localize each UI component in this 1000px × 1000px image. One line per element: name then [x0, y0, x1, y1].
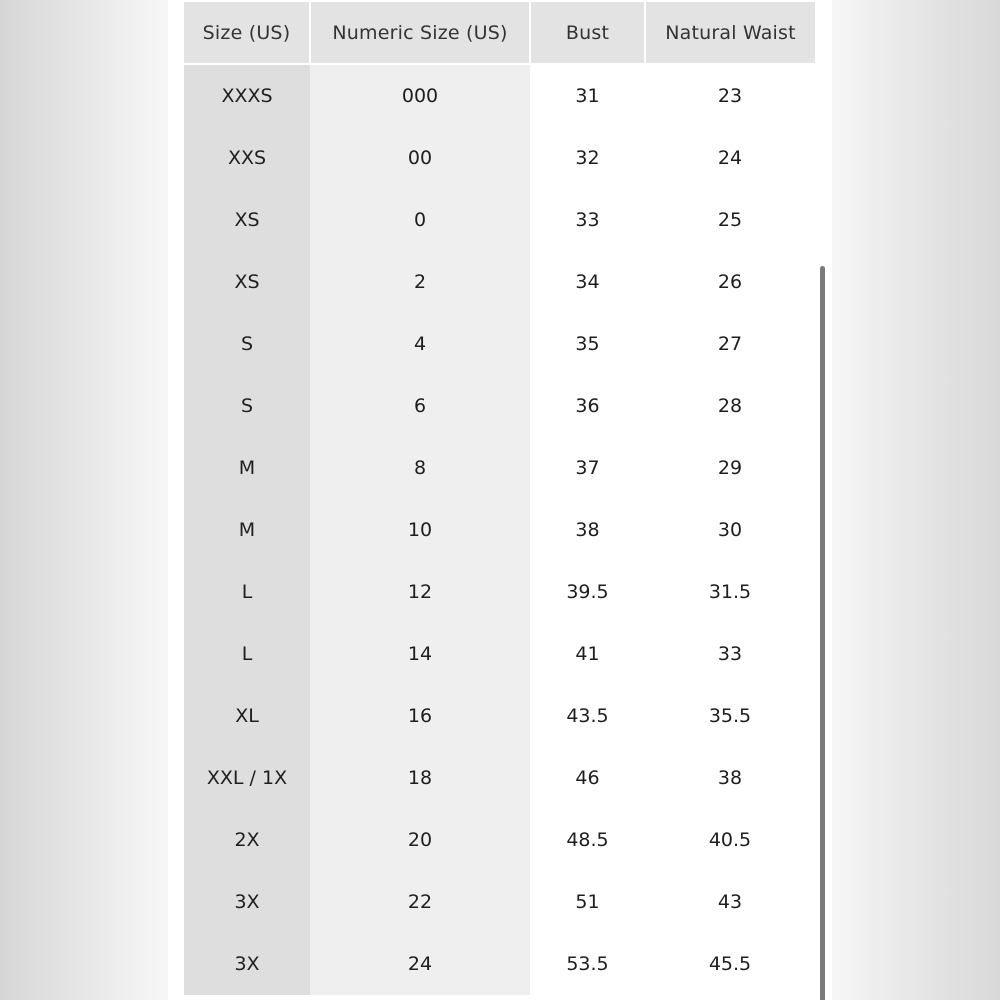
- cell-bust: 51: [530, 871, 645, 933]
- cell-numeric-size: 18: [310, 747, 530, 809]
- cell-bust: 48.5: [530, 809, 645, 871]
- table-row: [184, 871, 815, 933]
- cell-size: L: [184, 561, 310, 623]
- scrollbar-thumb[interactable]: [820, 266, 825, 1000]
- cell-natural-waist: 40.5: [645, 809, 815, 871]
- cell-numeric-size: 000: [310, 64, 530, 127]
- table-row: [184, 933, 815, 995]
- cell-numeric-size: 00: [310, 127, 530, 189]
- cell-numeric-size: 10: [310, 499, 530, 561]
- cell-size: S: [184, 313, 310, 375]
- cell-natural-waist: 33: [645, 623, 815, 685]
- cell-numeric-size: 12: [310, 561, 530, 623]
- table-row: [184, 189, 815, 251]
- cell-size: XXXS: [184, 64, 310, 127]
- cell-numeric-size: 6: [310, 375, 530, 437]
- cell-numeric-size: 2: [310, 251, 530, 313]
- table-header: [184, 2, 815, 64]
- cell-bust: 38: [530, 499, 645, 561]
- cell-natural-waist: 30: [645, 499, 815, 561]
- cell-size: XXS: [184, 127, 310, 189]
- cell-natural-waist: 35.5: [645, 685, 815, 747]
- header-row: [184, 2, 815, 64]
- header-numeric-size-us: Numeric Size (US): [310, 2, 530, 64]
- header-size-us: Size (US): [184, 2, 310, 64]
- cell-bust: 41: [530, 623, 645, 685]
- table-row: [184, 437, 815, 499]
- cell-bust: 35: [530, 313, 645, 375]
- table-row: [184, 313, 815, 375]
- cell-natural-waist: 23: [645, 64, 815, 127]
- header-bust: Bust: [530, 2, 645, 64]
- cell-natural-waist: 24: [645, 127, 815, 189]
- cell-size: XL: [184, 685, 310, 747]
- table-body: [184, 64, 815, 995]
- cell-numeric-size: 24: [310, 933, 530, 995]
- cell-natural-waist: 43: [645, 871, 815, 933]
- cell-size: XS: [184, 189, 310, 251]
- table-row: [184, 64, 815, 127]
- cell-size: L: [184, 623, 310, 685]
- cell-bust: 33: [530, 189, 645, 251]
- cell-numeric-size: 8: [310, 437, 530, 499]
- table-row: [184, 809, 815, 871]
- table-row: [184, 375, 815, 437]
- table-row: [184, 251, 815, 313]
- table-row: [184, 623, 815, 685]
- cell-bust: 39.5: [530, 561, 645, 623]
- cell-bust: 32: [530, 127, 645, 189]
- cell-bust: 43.5: [530, 685, 645, 747]
- cell-numeric-size: 22: [310, 871, 530, 933]
- cell-bust: 31: [530, 64, 645, 127]
- header-natural-waist: Natural Waist: [645, 2, 815, 64]
- cell-size: 3X: [184, 933, 310, 995]
- cell-bust: 53.5: [530, 933, 645, 995]
- cell-numeric-size: 20: [310, 809, 530, 871]
- cell-size: M: [184, 499, 310, 561]
- cell-size: 2X: [184, 809, 310, 871]
- cell-numeric-size: 16: [310, 685, 530, 747]
- cell-size: M: [184, 437, 310, 499]
- cell-natural-waist: 31.5: [645, 561, 815, 623]
- cell-size: XXL / 1X: [184, 747, 310, 809]
- table-row: [184, 499, 815, 561]
- cell-natural-waist: 28: [645, 375, 815, 437]
- cell-numeric-size: 0: [310, 189, 530, 251]
- cell-size: 3X: [184, 871, 310, 933]
- table-row: [184, 747, 815, 809]
- cell-numeric-size: 14: [310, 623, 530, 685]
- cell-bust: 46: [530, 747, 645, 809]
- table-row: [184, 685, 815, 747]
- cell-natural-waist: 45.5: [645, 933, 815, 995]
- cell-natural-waist: 25: [645, 189, 815, 251]
- table-row: [184, 561, 815, 623]
- cell-bust: 34: [530, 251, 645, 313]
- table-row: [184, 127, 815, 189]
- cell-bust: 36: [530, 375, 645, 437]
- cell-natural-waist: 29: [645, 437, 815, 499]
- cell-natural-waist: 26: [645, 251, 815, 313]
- cell-bust: 37: [530, 437, 645, 499]
- cell-numeric-size: 4: [310, 313, 530, 375]
- cell-size: S: [184, 375, 310, 437]
- cell-size: XS: [184, 251, 310, 313]
- cell-natural-waist: 38: [645, 747, 815, 809]
- size-chart-table: [184, 2, 815, 995]
- cell-natural-waist: 27: [645, 313, 815, 375]
